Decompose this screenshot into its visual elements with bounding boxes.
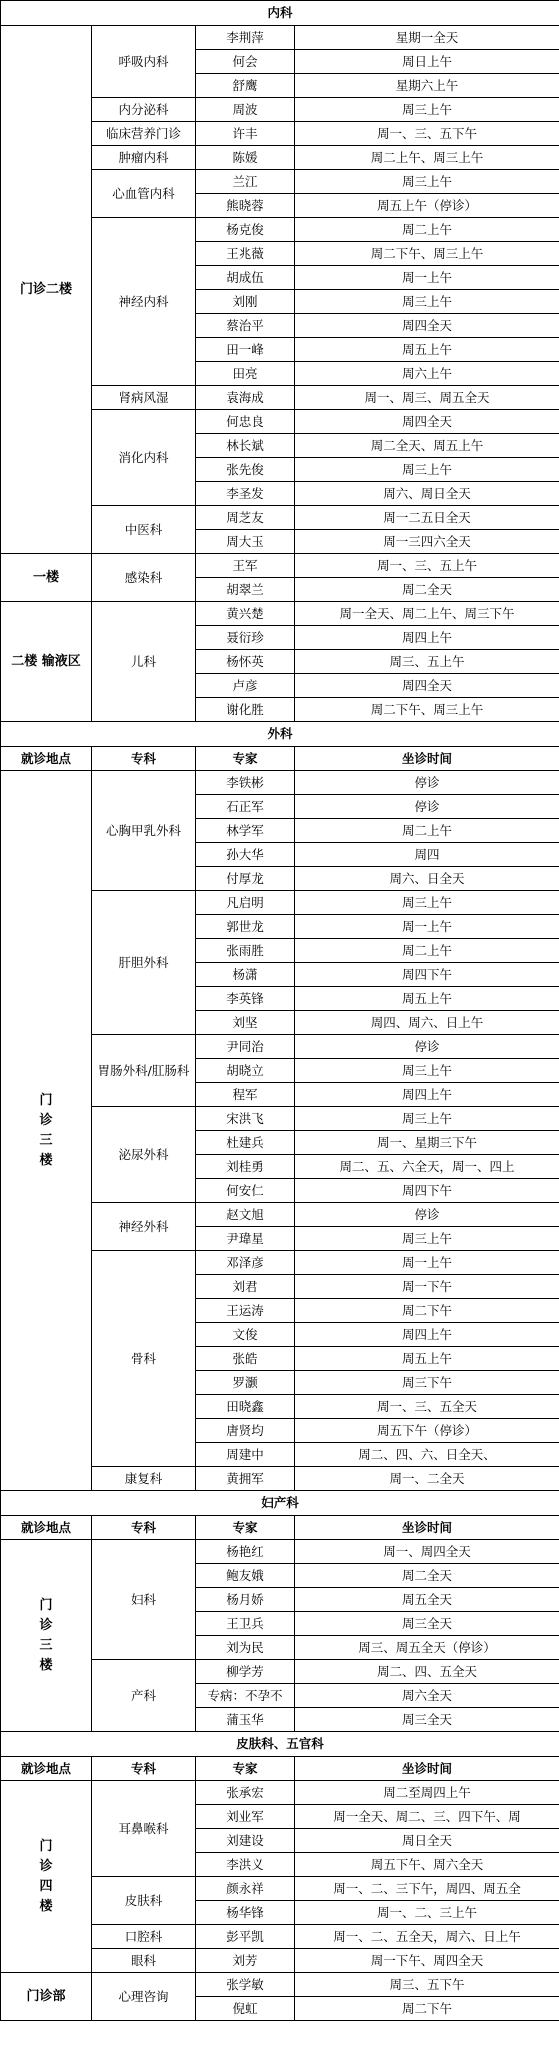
department-cell: 耳鼻喉科	[92, 1781, 196, 1877]
header-expert: 专家	[196, 747, 295, 771]
time-cell: 周二全天	[295, 578, 559, 602]
expert-cell: 邓泽彦	[196, 1251, 295, 1275]
time-cell: 周三上午	[295, 1107, 559, 1131]
expert-cell: 唐贤均	[196, 1419, 295, 1443]
time-cell: 周日上午	[295, 50, 559, 74]
expert-cell: 王运涛	[196, 1299, 295, 1323]
expert-cell: 林学军	[196, 819, 295, 843]
time-cell: 周四全天	[295, 410, 559, 434]
expert-cell: 林长斌	[196, 434, 295, 458]
department-cell: 消化内科	[92, 410, 196, 506]
department-cell: 肿瘤内科	[92, 146, 196, 170]
time-cell: 周三、周五全天（停诊）	[295, 1636, 559, 1660]
expert-cell: 刘桂勇	[196, 1155, 295, 1179]
expert-cell: 许丰	[196, 122, 295, 146]
expert-cell: 张学敏	[196, 1973, 295, 1997]
expert-cell: 罗灏	[196, 1371, 295, 1395]
expert-cell: 刘建设	[196, 1829, 295, 1853]
time-cell: 星期一全天	[295, 26, 559, 50]
header-location: 就诊地点	[1, 747, 92, 771]
table-row	[1, 1781, 559, 1805]
time-cell: 周二上午	[295, 218, 559, 242]
expert-cell: 王卫兵	[196, 1612, 295, 1636]
expert-cell: 杨潇	[196, 963, 295, 987]
time-cell: 周五上午（停诊）	[295, 194, 559, 218]
expert-cell: 周大玉	[196, 530, 295, 554]
time-cell: 周一、周四全天	[295, 1540, 559, 1564]
department-cell: 产科	[92, 1660, 196, 1732]
time-cell: 停诊	[295, 795, 559, 819]
header-department: 专科	[92, 1516, 196, 1540]
time-cell: 周二上午、周三上午	[295, 146, 559, 170]
expert-cell: 张皓	[196, 1347, 295, 1371]
expert-cell: 谢化胜	[196, 698, 295, 722]
header-location: 就诊地点	[1, 1757, 92, 1781]
expert-cell: 彭平凯	[196, 1925, 295, 1949]
expert-cell: 何会	[196, 50, 295, 74]
time-cell: 周五下午（停诊）	[295, 1419, 559, 1443]
expert-cell: 李铁彬	[196, 771, 295, 795]
expert-cell: 黄拥军	[196, 1467, 295, 1491]
expert-cell: 尹瑋星	[196, 1227, 295, 1251]
time-cell: 周五上午	[295, 1347, 559, 1371]
expert-cell: 杜建兵	[196, 1131, 295, 1155]
expert-cell: 凡启明	[196, 891, 295, 915]
expert-cell: 袁海成	[196, 386, 295, 410]
expert-cell: 刘坚	[196, 1011, 295, 1035]
expert-cell: 田亮	[196, 362, 295, 386]
expert-cell: 杨月娇	[196, 1588, 295, 1612]
expert-cell: 陈媛	[196, 146, 295, 170]
department-cell: 骨科	[92, 1251, 196, 1467]
expert-cell: 刘业军	[196, 1805, 295, 1829]
department-cell: 肝胆外科	[92, 891, 196, 1035]
expert-cell: 胡翠兰	[196, 578, 295, 602]
department-cell: 心胸甲乳外科	[92, 771, 196, 891]
department-cell: 儿科	[92, 602, 196, 722]
time-cell: 周六、日全天	[295, 867, 559, 891]
table-row	[1, 1973, 559, 1997]
time-cell: 周三、五上午	[295, 650, 559, 674]
table-row	[1, 1540, 559, 1564]
department-cell: 神经外科	[92, 1203, 196, 1251]
expert-cell: 李圣发	[196, 482, 295, 506]
department-cell: 心血管内科	[92, 170, 196, 218]
time-cell: 周一二五日全天	[295, 506, 559, 530]
time-cell: 周五全天	[295, 1588, 559, 1612]
section-title-row	[1, 1491, 559, 1516]
expert-cell: 何安仁	[196, 1179, 295, 1203]
section-title-row	[1, 1, 559, 26]
time-cell: 周四下午	[295, 1179, 559, 1203]
expert-cell: 蔡治平	[196, 314, 295, 338]
expert-cell: 颜永祥	[196, 1877, 295, 1901]
location-cell: 一楼	[1, 554, 92, 602]
department-cell: 心理咨询	[92, 1973, 196, 2021]
expert-cell: 尹同治	[196, 1035, 295, 1059]
expert-cell: 张先俊	[196, 458, 295, 482]
expert-cell: 倪虹	[196, 1997, 295, 2021]
time-cell: 周日全天	[295, 1829, 559, 1853]
time-cell: 周三上午	[295, 1059, 559, 1083]
time-cell: 周一、三、五下午	[295, 122, 559, 146]
expert-cell: 胡成伍	[196, 266, 295, 290]
time-cell: 周二全天、周五上午	[295, 434, 559, 458]
expert-cell: 熊晓蓉	[196, 194, 295, 218]
expert-cell: 杨克俊	[196, 218, 295, 242]
time-cell: 周四上午	[295, 1083, 559, 1107]
expert-cell: 张雨胜	[196, 939, 295, 963]
expert-cell: 何忠良	[196, 410, 295, 434]
expert-cell: 付厚龙	[196, 867, 295, 891]
header-time: 坐诊时间	[295, 1516, 559, 1540]
time-cell: 停诊	[295, 771, 559, 795]
expert-cell: 郭世龙	[196, 915, 295, 939]
time-cell: 周三上午	[295, 458, 559, 482]
department-cell: 妇科	[92, 1540, 196, 1660]
time-cell: 停诊	[295, 1035, 559, 1059]
time-cell: 周五上午	[295, 338, 559, 362]
expert-cell: 王军	[196, 554, 295, 578]
time-cell: 周四、周六、日上午	[295, 1011, 559, 1035]
time-cell: 周二全天	[295, 1564, 559, 1588]
expert-cell: 张承宏	[196, 1781, 295, 1805]
time-cell: 周一、二全天	[295, 1467, 559, 1491]
time-cell: 周二、五、六全天，周一、四上	[295, 1155, 559, 1179]
header-expert: 专家	[196, 1516, 295, 1540]
department-cell: 呼吸内科	[92, 26, 196, 98]
time-cell: 周六全天	[295, 1684, 559, 1708]
expert-cell: 刘君	[196, 1275, 295, 1299]
time-cell: 周一上午	[295, 266, 559, 290]
section-title-row	[1, 722, 559, 747]
location-cell: 门诊部	[1, 1973, 92, 2021]
expert-cell: 胡晓立	[196, 1059, 295, 1083]
department-cell: 临床营养门诊	[92, 122, 196, 146]
expert-cell: 李英锋	[196, 987, 295, 1011]
location-cell: 门 诊 三 楼	[1, 1540, 92, 1732]
expert-cell: 杨艳红	[196, 1540, 295, 1564]
time-cell: 周一下午	[295, 1275, 559, 1299]
department-cell: 感染科	[92, 554, 196, 602]
time-cell: 周二下午、周三上午	[295, 698, 559, 722]
table-row	[1, 26, 559, 50]
section-title: 外科	[1, 722, 559, 747]
expert-cell: 专病：不孕不	[196, 1684, 295, 1708]
time-cell: 周二至周四上午	[295, 1781, 559, 1805]
time-cell: 周一、二、五全天，周六、日上午	[295, 1925, 559, 1949]
time-cell: 周一、二、三上午	[295, 1901, 559, 1925]
section-title-row	[1, 1732, 559, 1757]
time-cell: 周五下午、周六全天	[295, 1853, 559, 1877]
department-cell: 口腔科	[92, 1925, 196, 1949]
department-cell: 泌尿外科	[92, 1107, 196, 1203]
expert-cell: 黄兴楚	[196, 602, 295, 626]
section-title: 皮肤科、五官科	[1, 1732, 559, 1757]
time-cell: 周一上午	[295, 1251, 559, 1275]
time-cell: 周三上午	[295, 170, 559, 194]
time-cell: 停诊	[295, 1203, 559, 1227]
time-cell: 周五上午	[295, 987, 559, 1011]
header-row	[1, 1757, 559, 1781]
expert-cell: 李荆萍	[196, 26, 295, 50]
expert-cell: 杨华锋	[196, 1901, 295, 1925]
department-cell: 胃肠外科/肛肠科	[92, 1035, 196, 1107]
expert-cell: 田晓鑫	[196, 1395, 295, 1419]
table-row	[1, 602, 559, 626]
time-cell: 周四	[295, 843, 559, 867]
department-cell: 内分泌科	[92, 98, 196, 122]
location-cell: 门 诊 三 楼	[1, 771, 92, 1491]
expert-cell: 王兆薇	[196, 242, 295, 266]
time-cell: 周六、周日全天	[295, 482, 559, 506]
time-cell: 周一、三、五上午	[295, 554, 559, 578]
time-cell: 周三上午	[295, 98, 559, 122]
time-cell: 周二上午	[295, 819, 559, 843]
location-cell: 门 诊 四 楼	[1, 1781, 92, 1973]
time-cell: 周四全天	[295, 674, 559, 698]
expert-cell: 柳学芳	[196, 1660, 295, 1684]
department-cell: 眼科	[92, 1949, 196, 1973]
expert-cell: 孙大华	[196, 843, 295, 867]
header-expert: 专家	[196, 1757, 295, 1781]
header-department: 专科	[92, 1757, 196, 1781]
time-cell: 星期六上午	[295, 74, 559, 98]
expert-cell: 蒲玉华	[196, 1708, 295, 1732]
expert-cell: 周波	[196, 98, 295, 122]
time-cell: 周二下午	[295, 1299, 559, 1323]
time-cell: 周一三四六全天	[295, 530, 559, 554]
time-cell: 周三、五下午	[295, 1973, 559, 1997]
time-cell: 周一下午、周四全天	[295, 1949, 559, 1973]
time-cell: 周一、周三、周五全天	[295, 386, 559, 410]
expert-cell: 石正军	[196, 795, 295, 819]
header-row	[1, 747, 559, 771]
time-cell: 周三上午	[295, 290, 559, 314]
expert-cell: 舒鹰	[196, 74, 295, 98]
table-row	[1, 554, 559, 578]
time-cell: 周四上午	[295, 626, 559, 650]
header-department: 专科	[92, 747, 196, 771]
time-cell: 周一、二、三下午，周四、周五全	[295, 1877, 559, 1901]
time-cell: 周一全天、周二上午、周三下午	[295, 602, 559, 626]
department-cell: 中医科	[92, 506, 196, 554]
time-cell: 周二、四、五全天	[295, 1660, 559, 1684]
time-cell: 周二下午、周三上午	[295, 242, 559, 266]
header-row	[1, 1516, 559, 1540]
expert-cell: 杨怀英	[196, 650, 295, 674]
time-cell: 周一上午	[295, 915, 559, 939]
header-location: 就诊地点	[1, 1516, 92, 1540]
section-title: 妇产科	[1, 1491, 559, 1516]
expert-cell: 程军	[196, 1083, 295, 1107]
expert-cell: 赵文旭	[196, 1203, 295, 1227]
expert-cell: 李洪义	[196, 1853, 295, 1877]
time-cell: 周一、星期三下午	[295, 1131, 559, 1155]
expert-cell: 文俊	[196, 1323, 295, 1347]
expert-cell: 刘芳	[196, 1949, 295, 1973]
department-cell: 皮肤科	[92, 1877, 196, 1925]
time-cell: 周四上午	[295, 1323, 559, 1347]
expert-cell: 卢彦	[196, 674, 295, 698]
expert-cell: 田一峰	[196, 338, 295, 362]
department-cell: 康复科	[92, 1467, 196, 1491]
section-title: 内科	[1, 1, 559, 26]
time-cell: 周三全天	[295, 1708, 559, 1732]
department-cell: 肾病风湿	[92, 386, 196, 410]
time-cell: 周三全天	[295, 1612, 559, 1636]
department-cell: 神经内科	[92, 218, 196, 386]
time-cell: 周二、四、六、日全天、	[295, 1443, 559, 1467]
location-cell: 门诊二楼	[1, 26, 92, 554]
expert-cell: 周建中	[196, 1443, 295, 1467]
expert-cell: 兰江	[196, 170, 295, 194]
time-cell: 周二下午	[295, 1997, 559, 2021]
table-row	[1, 771, 559, 795]
expert-cell: 刘刚	[196, 290, 295, 314]
expert-cell: 刘为民	[196, 1636, 295, 1660]
expert-cell: 鲍友娥	[196, 1564, 295, 1588]
expert-cell: 聂衍珍	[196, 626, 295, 650]
time-cell: 周一、三、五全天	[295, 1395, 559, 1419]
time-cell: 周三上午	[295, 1227, 559, 1251]
expert-cell: 周芝友	[196, 506, 295, 530]
time-cell: 周三下午	[295, 1371, 559, 1395]
header-time: 坐诊时间	[295, 1757, 559, 1781]
time-cell: 周三上午	[295, 891, 559, 915]
time-cell: 周一全天、周二、三、四下午、周	[295, 1805, 559, 1829]
schedule-body	[1, 1, 559, 2021]
time-cell: 周六上午	[295, 362, 559, 386]
header-time: 坐诊时间	[295, 747, 559, 771]
location-cell: 二楼 输液区	[1, 602, 92, 722]
time-cell: 周四全天	[295, 314, 559, 338]
expert-cell: 宋洪飞	[196, 1107, 295, 1131]
time-cell: 周四下午	[295, 963, 559, 987]
time-cell: 周二上午	[295, 939, 559, 963]
